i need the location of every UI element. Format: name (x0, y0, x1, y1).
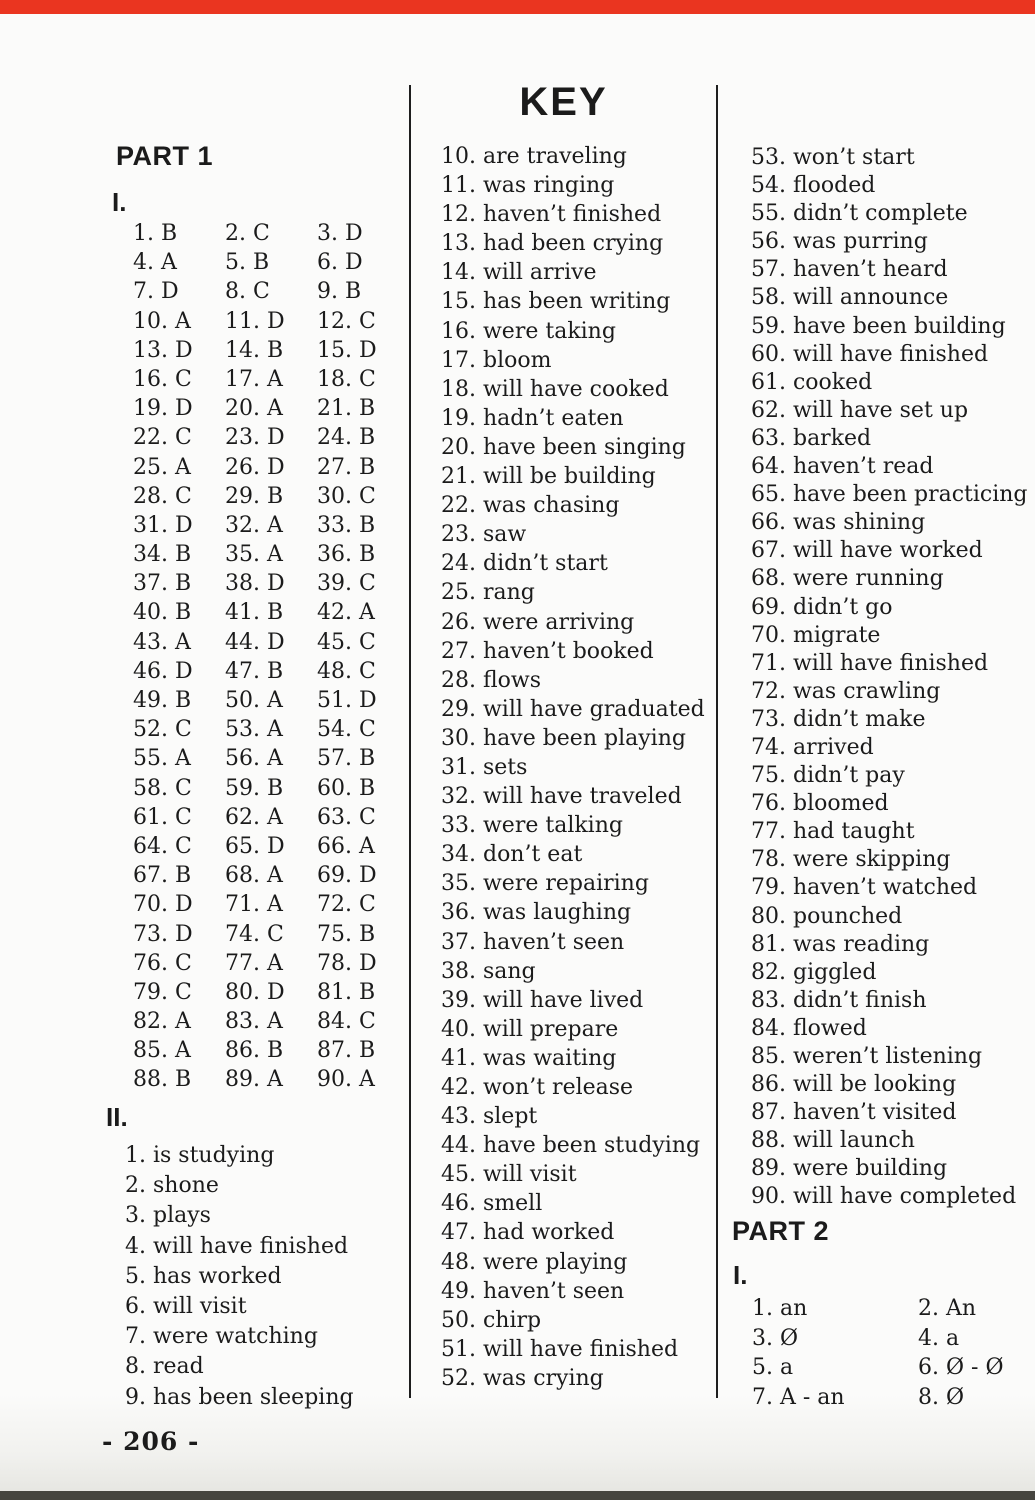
answer-item: 25. A (133, 454, 191, 480)
answer-item: 68. were running (751, 566, 944, 592)
answer-item: 61. C (133, 804, 192, 830)
answer-item: 65. have been practicing (751, 482, 1028, 508)
page-title: KEY (519, 80, 608, 124)
answer-item: 32. A (225, 512, 283, 538)
answer-item: 34. B (133, 542, 192, 568)
answer-item: 2. shone (125, 1173, 219, 1199)
answer-item: 90. A (317, 1067, 375, 1093)
answer-item: 29. will have graduated (441, 696, 705, 722)
answer-item: 37. haven’t seen (441, 929, 625, 955)
answer-item: 90. will have completed (751, 1184, 1017, 1210)
answer-item: 4. will have finished (125, 1233, 349, 1259)
answer-item: 46. smell (441, 1191, 543, 1217)
answer-item: 30. have been playing (441, 725, 686, 751)
answer-item: 19. hadn’t eaten (441, 405, 624, 431)
answer-item: 47. had worked (441, 1220, 615, 1246)
answer-item: 63. barked (751, 425, 872, 451)
answer-item: 54. C (317, 717, 376, 743)
answer-item: 14. will arrive (441, 260, 597, 286)
answer-item: 25. rang (441, 580, 535, 606)
answer-item: 8. Ø (918, 1384, 965, 1410)
answer-item: 17. A (225, 366, 283, 392)
answer-item: 73. didn’t make (751, 706, 926, 732)
answer-item: 77. A (225, 950, 283, 976)
answer-item: 40. B (133, 600, 192, 626)
answer-item: 65. D (225, 833, 285, 859)
part1-section2-answers-53-90 (751, 144, 1028, 1212)
answer-item: 84. C (317, 1009, 376, 1035)
answer-item: 83. A (225, 1009, 283, 1035)
answer-item: 86. will be looking (751, 1072, 957, 1098)
answer-item: 32. will have traveled (441, 784, 682, 810)
answer-item: 30. C (317, 483, 376, 509)
page-number: - 206 - (102, 1427, 200, 1456)
answer-item: 64. haven’t read (751, 454, 934, 480)
answer-item: 52. was crying (441, 1365, 604, 1391)
answer-item: 1. an (752, 1296, 808, 1321)
answer-item: 43. A (133, 629, 191, 655)
part1-section2-label: II. (106, 1102, 128, 1132)
answer-item: 54. flooded (751, 173, 876, 199)
answer-item: 51. D (317, 688, 377, 713)
answer-item: 12. C (317, 308, 376, 334)
answer-item: 75. didn’t pay (751, 763, 905, 789)
answer-item: 37. B (133, 571, 192, 597)
answer-item: 89. were building (751, 1156, 948, 1182)
answer-item: 87. B (317, 1038, 376, 1064)
answer-item: 69. D (317, 863, 377, 889)
answer-item: 68. A (225, 863, 283, 889)
answer-item: 53. won’t start (751, 145, 915, 170)
answer-item: 85. weren’t listening (751, 1044, 983, 1069)
answer-item: 8. C (225, 279, 270, 305)
answer-item: 4. a (918, 1325, 960, 1351)
answer-item: 69. didn’t go (751, 594, 893, 620)
answer-item: 88. B (133, 1067, 192, 1093)
answer-item: 81. was reading (751, 931, 930, 957)
answer-item: 41. B (225, 600, 284, 626)
answer-item: 9. B (317, 279, 362, 305)
answer-item: 9. has been sleeping (125, 1384, 354, 1410)
answer-item: 51. will have finished (441, 1336, 679, 1362)
answer-item: 58. will announce (751, 285, 949, 311)
answer-item: 79. C (133, 979, 192, 1005)
part2-section1-label: I. (733, 1260, 748, 1290)
answer-item: 50. chirp (441, 1307, 542, 1333)
answer-item: 23. saw (441, 522, 527, 548)
answer-item: 29. B (225, 483, 284, 509)
answer-item: 57. haven’t heard (751, 257, 948, 283)
part2-heading: PART 2 (732, 1216, 830, 1246)
answer-item: 24. didn’t start (441, 551, 608, 577)
answer-item: 59. have been building (751, 313, 1006, 339)
answer-item: 67. B (133, 863, 192, 889)
part1-section2-answers-10-52 (441, 142, 705, 1393)
answer-item: 39. C (317, 571, 376, 597)
answer-item: 49. haven’t seen (441, 1278, 625, 1304)
answer-item: 49. B (133, 688, 192, 713)
answer-item: 6. will visit (125, 1294, 247, 1320)
answer-item: 2. An (918, 1296, 977, 1321)
answer-item: 76. C (133, 950, 192, 976)
answer-item: 85. A (133, 1038, 191, 1064)
answer-item: 6. Ø - Ø (918, 1355, 1004, 1381)
answer-item: 3. plays (125, 1203, 211, 1229)
answer-item: 18. will have cooked (441, 376, 669, 402)
answer-item: 26. D (225, 454, 285, 480)
answer-item: 77. had taught (751, 819, 915, 845)
answer-item: 5. has worked (125, 1263, 282, 1289)
answer-item: 45. C (317, 629, 376, 655)
answer-item: 62. A (225, 804, 283, 830)
answer-item: 36. was laughing (441, 900, 632, 926)
answer-item: 14. B (225, 337, 284, 363)
answer-item: 16. were taking (441, 318, 616, 344)
answer-item: 70. migrate (751, 622, 881, 648)
answer-item: 36. B (317, 542, 376, 568)
answer-item: 59. B (225, 775, 284, 801)
answer-item: 8. read (125, 1354, 204, 1380)
answer-item: 4. A (133, 250, 177, 276)
answer-item: 66. was shining (751, 510, 926, 536)
answer-item: 42. won’t release (441, 1075, 634, 1100)
answer-item: 21. B (317, 396, 376, 422)
answer-item: 40. will prepare (441, 1016, 619, 1042)
answer-item: 64. C (133, 833, 192, 859)
answer-item: 39. will have lived (441, 987, 644, 1013)
answer-item: 81. B (317, 979, 376, 1005)
answer-item: 84. flowed (751, 1015, 867, 1041)
answer-item: 74. C (225, 921, 284, 947)
answer-item: 45. will visit (441, 1162, 577, 1188)
answer-item: 56. was purring (751, 229, 928, 255)
answer-item: 89. A (225, 1067, 283, 1093)
part1-section2-answers-1-9 (125, 1141, 354, 1413)
answer-item: 71. A (225, 892, 283, 918)
answer-item: 47. B (225, 658, 284, 684)
answer-item: 48. C (317, 658, 376, 684)
answer-item: 28. C (133, 483, 192, 509)
answer-item: 12. haven’t finished (441, 202, 662, 228)
answer-item: 7. were watching (125, 1324, 318, 1350)
answer-item: 75. B (317, 921, 376, 947)
answer-item: 70. D (133, 892, 193, 918)
answer-item: 53. A (225, 717, 283, 743)
answer-item: 5. a (752, 1355, 794, 1381)
answer-item: 43. slept (441, 1104, 538, 1130)
answer-item: 82. A (133, 1009, 191, 1035)
answer-item: 28. flows (441, 667, 542, 693)
answer-item: 13. had been crying (441, 231, 664, 257)
answer-item: 71. will have finished (751, 650, 989, 676)
answer-item: 56. A (225, 746, 283, 772)
answer-item: 38. sang (441, 958, 536, 984)
answer-item: 57. B (317, 746, 376, 772)
answer-item: 31. sets (441, 754, 528, 780)
answer-item: 83. didn’t finish (751, 987, 927, 1013)
answer-item: 33. B (317, 512, 376, 538)
answer-item: 20. A (225, 396, 283, 422)
column-divider-left (409, 85, 411, 1398)
answer-item: 20. have been singing (441, 434, 686, 460)
answer-item: 22. was chasing (441, 493, 620, 519)
answer-item: 58. C (133, 775, 192, 801)
answer-item: 3. D (317, 221, 363, 246)
answer-item: 1. B (133, 221, 178, 246)
answer-item: 27. haven’t booked (441, 638, 654, 664)
answer-item: 31. D (133, 512, 193, 538)
answer-item: 66. A (317, 833, 375, 859)
answer-item: 19. D (133, 396, 193, 422)
answer-item: 80. pounched (751, 903, 903, 929)
answer-item: 35. were repairing (441, 871, 649, 897)
answer-item: 16. C (133, 366, 192, 392)
answer-item: 27. B (317, 454, 376, 480)
answer-item: 17. bloom (441, 347, 552, 373)
answer-item: 3. Ø (752, 1325, 799, 1351)
answer-item: 15. D (317, 337, 377, 363)
answer-item: 72. C (317, 892, 376, 918)
answer-item: 44. D (225, 629, 285, 655)
answer-item: 42. A (317, 600, 375, 626)
answer-item: 7. A - an (752, 1384, 845, 1410)
answer-item: 10. are traveling (441, 144, 627, 169)
part1-mcq-answer-grid (133, 221, 377, 1097)
answer-item: 55. A (133, 746, 191, 772)
answer-item: 33. were talking (441, 813, 623, 839)
answer-item: 41. was waiting (441, 1045, 617, 1071)
answer-item: 24. B (317, 425, 376, 451)
answer-item: 52. C (133, 717, 192, 743)
answer-item: 88. will launch (751, 1128, 915, 1154)
answer-item: 78. were skipping (751, 847, 951, 873)
answer-item: 23. D (225, 425, 285, 451)
answer-item: 26. were arriving (441, 609, 635, 635)
column-divider-right (716, 85, 718, 1398)
part1-heading: PART 1 (116, 141, 214, 171)
answer-item: 55. didn’t complete (751, 201, 968, 227)
answer-item: 10. A (133, 308, 191, 334)
answer-item: 18. C (317, 366, 376, 392)
answer-item: 7. D (133, 279, 179, 305)
answer-item: 38. D (225, 571, 285, 597)
answer-item: 21. will be building (441, 464, 656, 490)
answer-item: 6. D (317, 250, 363, 276)
answer-item: 80. D (225, 979, 285, 1005)
answer-item: 50. A (225, 688, 283, 713)
answer-item: 62. will have set up (751, 397, 969, 423)
answer-item: 5. B (225, 250, 270, 276)
part1-section1-label: I. (112, 187, 127, 217)
answer-item: 74. arrived (751, 734, 874, 760)
answer-item: 76. bloomed (751, 791, 889, 817)
answer-item: 86. B (225, 1038, 284, 1064)
answer-item: 60. B (317, 775, 376, 801)
answer-item: 2. C (225, 221, 270, 246)
answer-item: 1. is studying (125, 1143, 275, 1168)
answer-item: 79. haven’t watched (751, 875, 978, 901)
answer-item: 61. cooked (751, 369, 873, 395)
bottom-edge-dark-bar (0, 1491, 1035, 1500)
part2-answer-grid (752, 1296, 1003, 1414)
answer-item: 13. D (133, 337, 193, 363)
top-edge-red-bar (0, 0, 1035, 14)
answer-item: 34. don’t eat (441, 842, 583, 868)
answer-item: 82. giggled (751, 959, 877, 985)
answer-item: 44. have been studying (441, 1133, 701, 1159)
answer-item: 11. D (225, 308, 285, 334)
answer-item: 15. has been writing (441, 289, 671, 315)
answer-item: 35. A (225, 542, 283, 568)
answer-item: 46. D (133, 658, 193, 684)
answer-item: 11. was ringing (441, 173, 615, 199)
answer-item: 63. C (317, 804, 376, 830)
answer-item: 73. D (133, 921, 193, 947)
answer-item: 87. haven’t visited (751, 1100, 957, 1126)
answer-item: 60. will have finished (751, 341, 989, 367)
answer-item: 48. were playing (441, 1249, 628, 1275)
answer-item: 22. C (133, 425, 192, 451)
answer-item: 72. was crawling (751, 678, 941, 704)
answer-item: 78. D (317, 950, 377, 976)
answer-item: 67. will have worked (751, 538, 983, 564)
